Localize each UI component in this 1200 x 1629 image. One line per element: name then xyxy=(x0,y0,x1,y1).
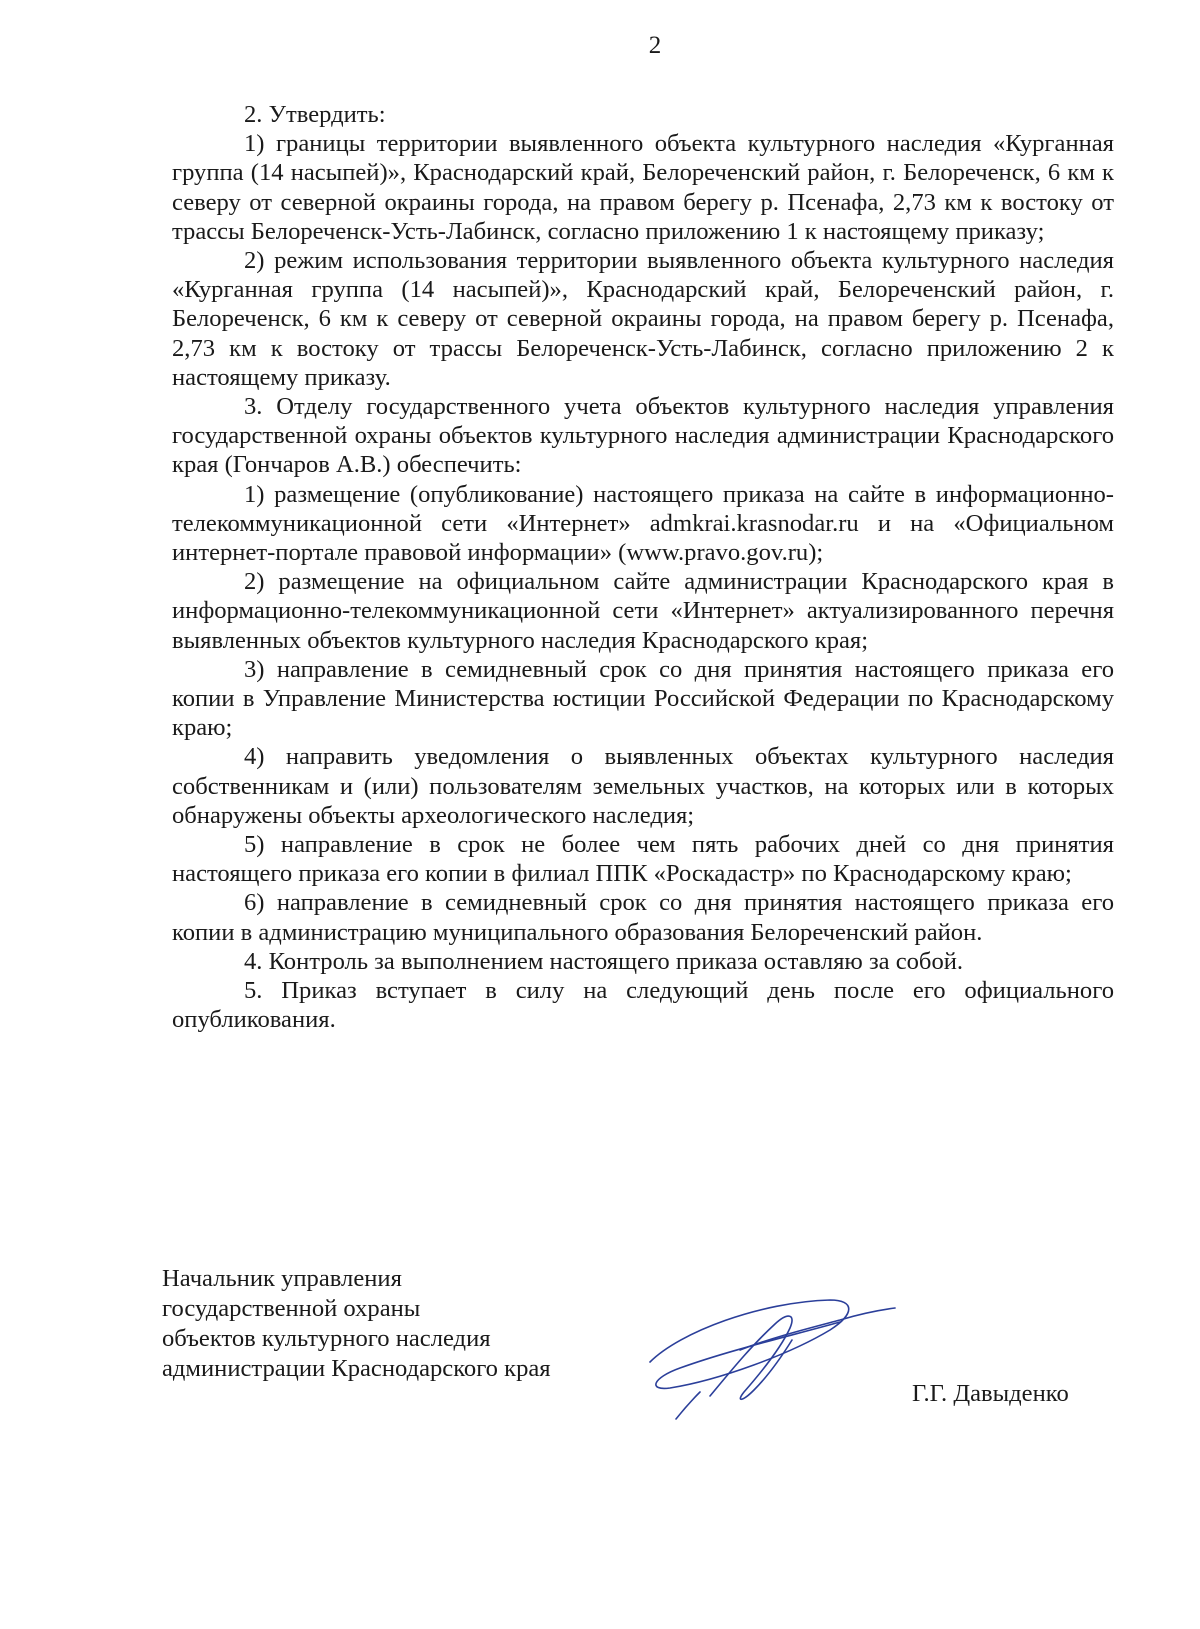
signatory-position xyxy=(162,1264,551,1384)
paragraph-department-item-4: 4) направить уведомления о выявленных объектах культурного наследия собственникам и (или) пользователям земельных участков, на которых или в которых обнаружены объекты археологического наследия; xyxy=(172,743,1114,829)
signatory-position-line: Начальник управления xyxy=(162,1265,402,1292)
signer-name: Г.Г. Давыденко xyxy=(912,1380,1069,1407)
paragraph-department-order: 3. Отделу государственного учета объектов культурного наследия управления государственной охраны объектов культурного наследия администрации Краснодарского края (Гончаров А.В.) обеспечить: xyxy=(172,393,1114,479)
signatory-position-line: государственной охраны xyxy=(162,1295,421,1322)
signatory-position-line: администрации Краснодарского края xyxy=(162,1355,551,1382)
signature-stroke xyxy=(740,1308,895,1350)
paragraph-approve-item-1: 1) границы территории выявленного объекта культурного наследия «Курганная группа (14 насыпей)», Краснодарский край, Белореченский район, г. Белореченск, 6 км к северу от северной окраины города, на правом берегу р. Псенафа, 2,73 км к востоку от трассы Белореченск-Усть-Лабинск, согласно приложению 1 к настоящему приказу; xyxy=(172,130,1114,245)
page-number: 2 xyxy=(648,32,662,59)
signatory-position-line: объектов культурного наследия xyxy=(162,1325,491,1352)
signature-stroke xyxy=(676,1392,700,1419)
handwritten-signature xyxy=(640,1292,900,1422)
signature-stroke xyxy=(710,1316,792,1399)
paragraph-department-item-2: 2) размещение на официальном сайте администрации Краснодарского края в информационно-телекоммуникационной сети «Интернет» актуализированного перечня выявленных объектов культурного наследия Краснодарского края; xyxy=(172,568,1114,654)
paragraph-department-item-1: 1) размещение (опубликование) настоящего приказа на сайте в информационно-телекоммуникационной сети «Интернет» admkrai.krasnodar.ru и на «Официальном интернет-портале правовой информации» (www.pravo.gov.ru); xyxy=(172,480,1114,567)
paragraph-effective-date: 5. Приказ вступает в силу на следующий день после его официального опубликования. xyxy=(172,977,1114,1034)
paragraph-department-item-6: 6) направление в семидневный срок со дня принятия настоящего приказа его копии в администрацию муниципального образования Белореченский район. xyxy=(172,889,1114,946)
paragraph-approve: 2. Утвердить: xyxy=(244,101,386,128)
paragraph-approve-item-2: 2) режим использования территории выявленного объекта культурного наследия «Курганная группа (14 насыпей)», Краснодарский край, Белореченский район, г. Белореченск, 6 км к северу от северной окраины города, на правом берегу р. Псенафа, 2,73 км к востоку от трассы Белореченск-Усть-Лабинск, согласно приложению 2 к настоящему приказу. xyxy=(172,247,1114,391)
paragraph-control: 4. Контроль за выполнением настоящего приказа оставляю за собой. xyxy=(244,947,964,975)
paragraph-department-item-3: 3) направление в семидневный срок со дня принятия настоящего приказа его копии в Управление Министерства юстиции Российской Федерации по Краснодарскому краю; xyxy=(172,655,1114,742)
paragraph-department-item-5: 5) направление в срок не более чем пять рабочих дней со дня принятия настоящего приказа его копии в филиал ППК «Роскадастр» по Краснодарскому краю; xyxy=(172,831,1114,888)
signature-stroke xyxy=(650,1300,849,1388)
document-body xyxy=(172,100,1114,1035)
